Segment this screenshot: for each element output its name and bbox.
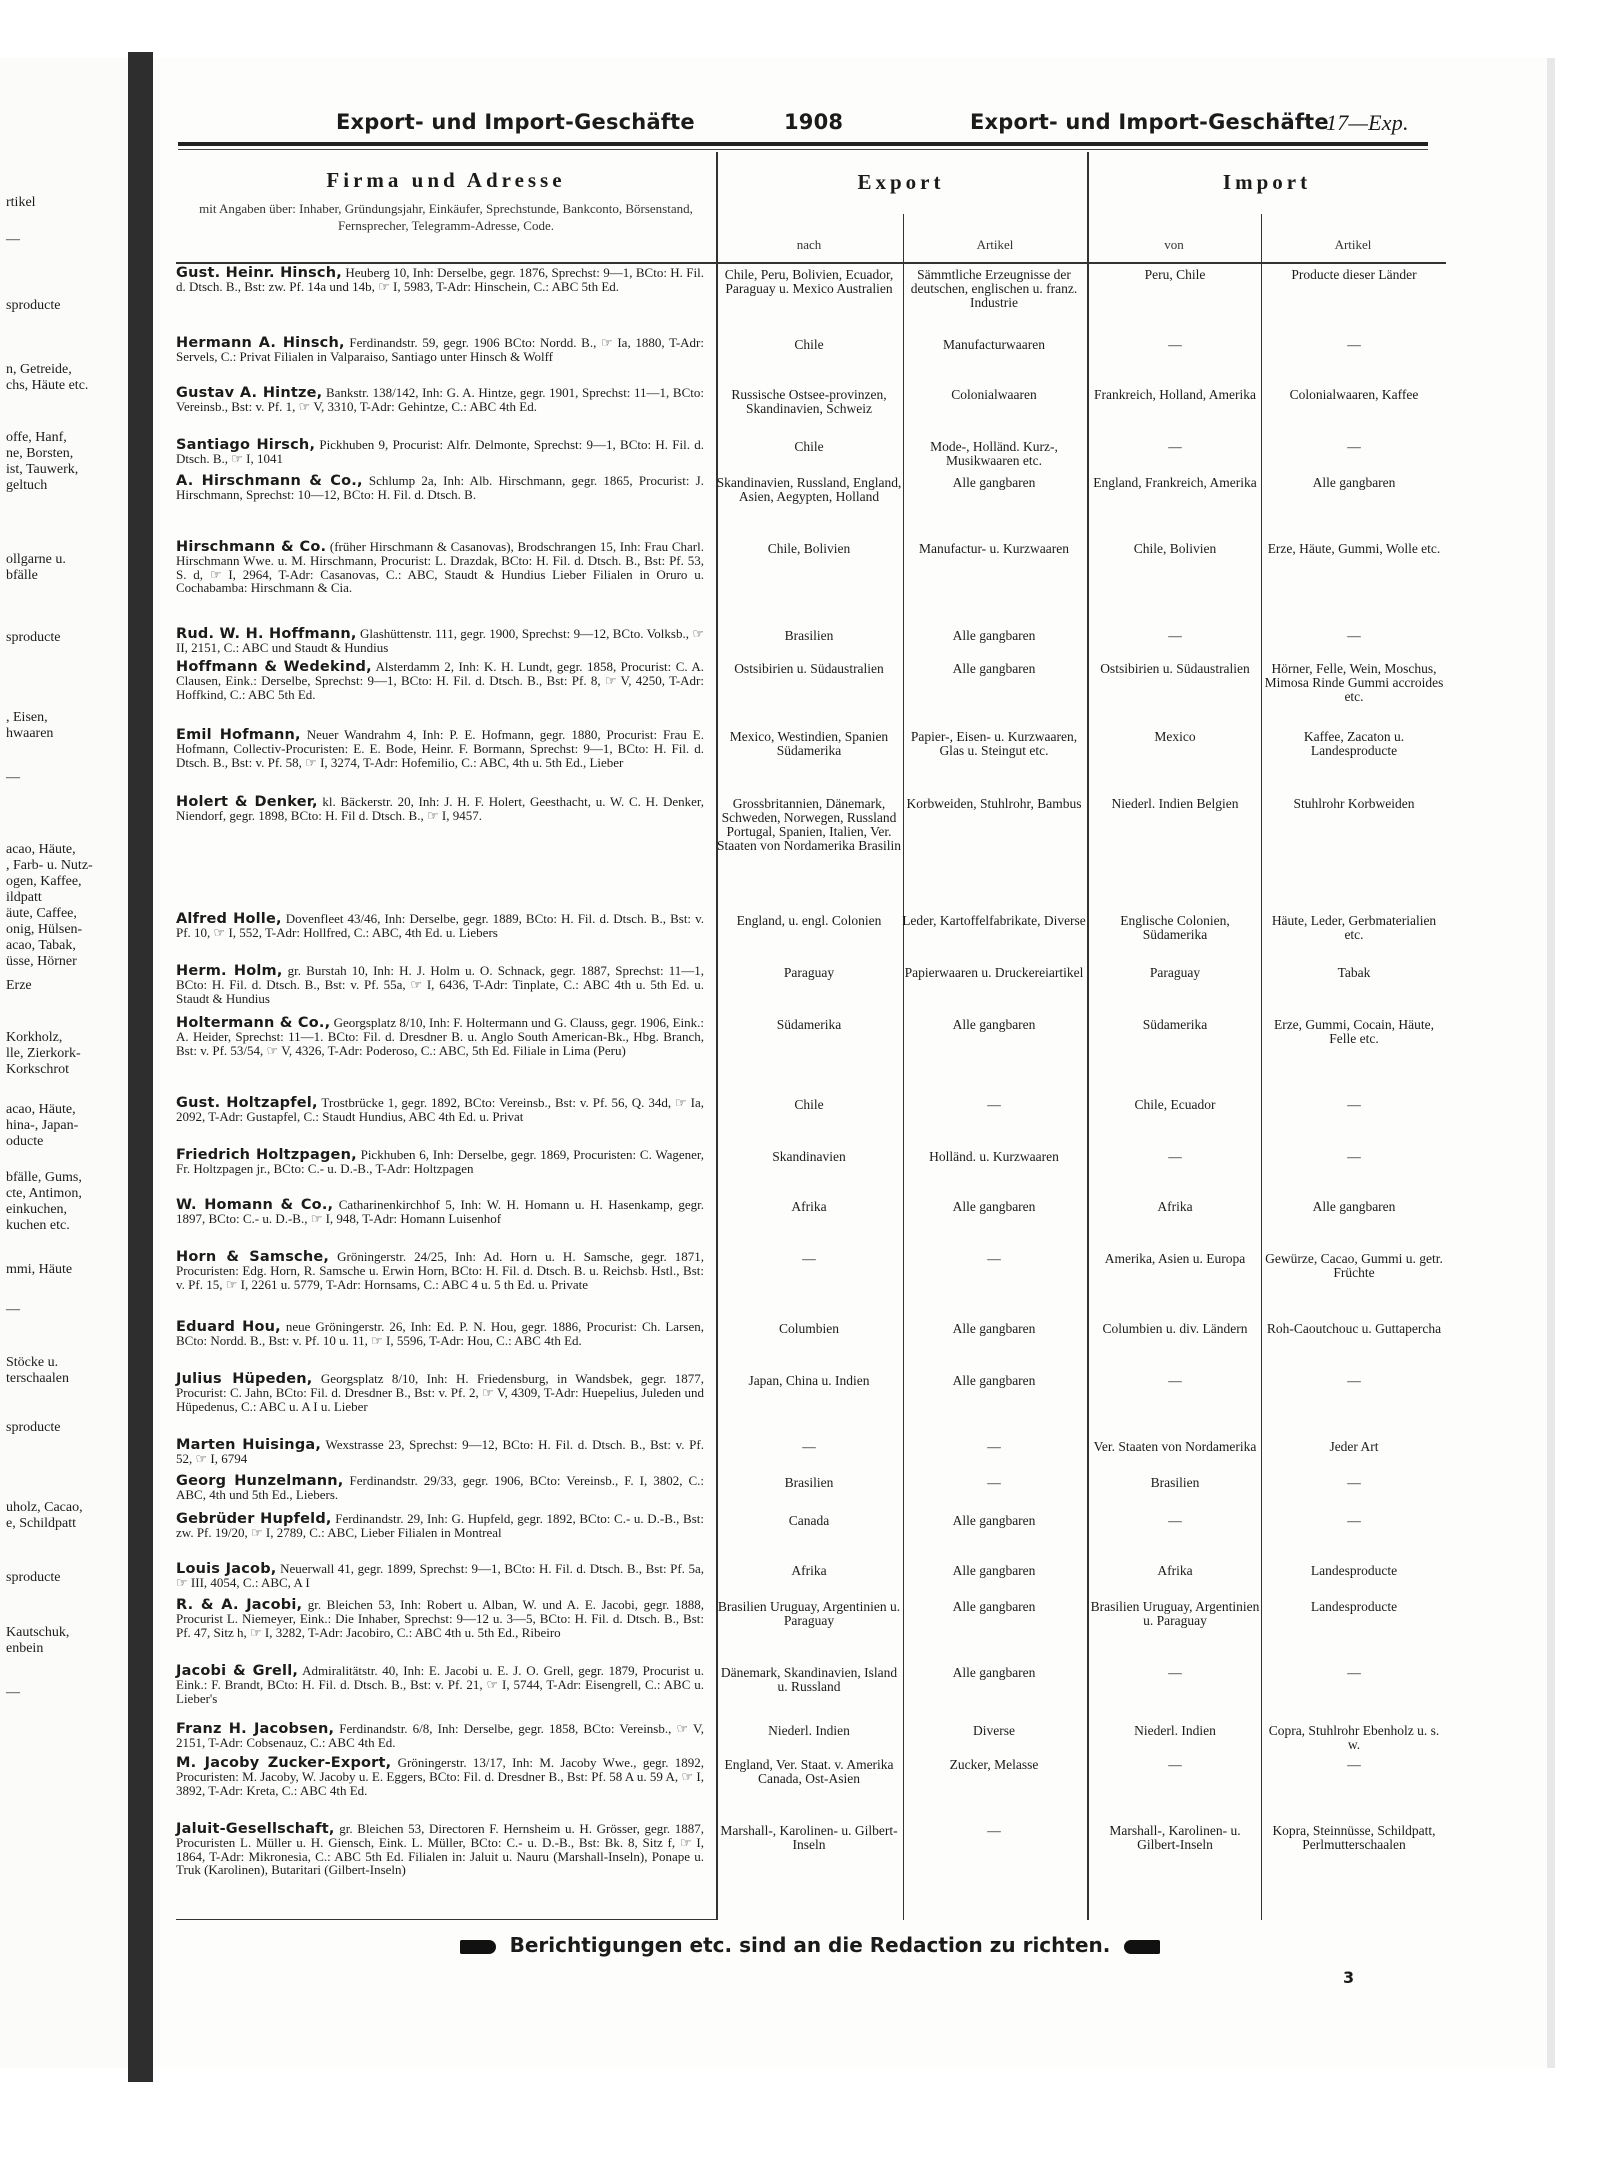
firm-entry [176, 964, 704, 1005]
prev-page-text: enbein [6, 1641, 44, 1656]
import-origin: Ostsibirien u. Südaustralien [1100, 661, 1250, 676]
prev-page-text: acao, Tabak, [6, 938, 76, 953]
import-origin: — [1168, 1757, 1182, 1772]
firm-details: Bankstr. 138/142, Inh: G. A. Hintze, gegr. 1901, Sprechst: 11—1, BCto: Vereinsb., Bst: v. Pf. 1, ☞ V, 3310, T-Adr: Gehintze, C.: ABC 4th Ed. [176, 385, 704, 415]
prev-page-text: — [6, 1685, 20, 1700]
firm-entry [176, 795, 704, 823]
firm-entry [176, 1016, 704, 1057]
prev-page-text: ogen, Kaffee, [6, 874, 82, 889]
export-destination: Russische Ostsee-provinzen, Skandinavien, Schweiz [731, 387, 887, 416]
export-destination: Columbien [779, 1321, 839, 1336]
export-destination: England, u. engl. Colonien [736, 913, 882, 928]
prev-page-text: , Farb- u. Nutz- [6, 858, 93, 873]
previous-page-fragment [0, 58, 133, 2068]
firm-details: Wexstrasse 23, Sprechst: 9—12, BCto: H. Fil. d. Dtsch. B., Bst: v. Pf. 52, ☞ I, 6794 [176, 1437, 704, 1467]
firm-entry [176, 1198, 704, 1226]
firm-details: Heuberg 10, Inh: Derselbe, gegr. 1876, Sprechst: 9—1, BCto: H. Fil. d. Dtsch. B., Bst: zw. Pf. 14a und 14b, ☞ I, 5983, T-Adr: Hinschein, C.: ABC 5th Ed. [176, 265, 704, 295]
export-articles: — [987, 1097, 1001, 1112]
prev-page-text: acao, Häute, [6, 1102, 76, 1117]
import-origin: Afrika [1157, 1563, 1193, 1578]
firm-name: Santiago Hirsch, [176, 437, 316, 453]
import-origin: — [1168, 1513, 1182, 1528]
firm-name: Marten Huisinga, [176, 1437, 322, 1453]
prev-page-text: — [6, 1302, 20, 1317]
firm-entry [176, 336, 704, 364]
header-rule [178, 142, 1428, 146]
import-articles: Producte dieser Länder [1291, 267, 1417, 282]
prev-page-text: uholz, Cacao, [6, 1500, 83, 1515]
prev-page-text: bfälle, Gums, [6, 1170, 82, 1185]
column-title-import: Import [1222, 170, 1312, 194]
firm-entry [176, 627, 704, 655]
import-origin: Chile, Bolivien [1133, 541, 1217, 556]
firm-entry [176, 1756, 704, 1797]
firm-details: Ferdinandstr. 6/8, Inh: Derselbe, gegr. 1858, BCto: Vereinsb., ☞ V, 2151, T-Adr: Cobsenauz, C.: ABC 4th Ed. [176, 1721, 705, 1751]
firm-entry [176, 266, 704, 294]
footer-note-text: Berichtigungen etc. sind an die Redaction zu richten. [509, 1933, 1111, 1957]
prev-page-text: sproducte [6, 630, 61, 645]
import-articles: — [1347, 439, 1361, 454]
export-articles: Papierwaaren u. Druckereiartikel [904, 965, 1084, 980]
import-origin: Ver. Staaten von Nordamerika [1093, 1439, 1257, 1454]
firm-details: Schlump 2a, Inh: Alb. Hirschmann, gegr. 1865, Procurist: J. Hirschmann, Sprechst: 10—12, BCto: H. Fil. d. Dtsch. B. [176, 473, 704, 503]
import-origin: Peru, Chile [1144, 267, 1206, 282]
export-articles: Manufacturwaaren [943, 337, 1045, 352]
prev-page-text: — [6, 232, 20, 247]
firm-details: gr. Bleichen 53, Inh: Robert u. Alban, W. und A. E. Jacobi, gegr. 1888, Procurist L. Niemeyer, Eink.: Die Inhaber, Sprechst: 9—12 u. 3—5, BCto: H. Fil. d. Dtsch. B., Bst: Pf. 47, Sitz h, ☞ I, 3282, T-Adr: Jacobiro, C.: ABC 4th u. 5th Ed., Ribeiro [176, 1597, 704, 1640]
import-origin: — [1168, 1665, 1182, 1680]
export-destination: Grossbritannien, Dänemark, Schweden, Norwegen, Russland Portugal, Spanien, Italien, Ver. Staaten von Nordamerika Brasilin [716, 796, 902, 853]
import-articles: — [1347, 1373, 1361, 1388]
firm-name: Holert & Denker, [176, 794, 318, 810]
firm-entry [176, 1148, 704, 1176]
firm-name: M. Jacoby Zucker-Export, [176, 1755, 392, 1771]
export-destination: Japan, China u. Indien [748, 1373, 870, 1388]
prev-page-text: cte, Antimon, [6, 1186, 82, 1201]
running-header-page-ref: 17—Exp. [1326, 110, 1409, 135]
export-destination: — [802, 1251, 816, 1266]
export-destination: Paraguay [783, 965, 835, 980]
prev-page-text: hwaaren [6, 726, 54, 741]
import-articles: Landesproducte [1310, 1599, 1398, 1614]
running-header-year: 1908 [784, 110, 844, 134]
import-origin: Chile, Ecuador [1134, 1097, 1216, 1112]
import-articles: — [1347, 1513, 1361, 1528]
prev-page-text: rtikel [6, 195, 36, 210]
firm-name: Gust. Holtzapfel, [176, 1095, 318, 1111]
export-articles: Manufactur- u. Kurzwaaren [918, 541, 1070, 556]
export-articles: Diverse [973, 1723, 1015, 1738]
firm-entry [176, 1372, 704, 1413]
export-articles: Alle gangbaren [952, 1017, 1036, 1032]
prev-page-text: äute, Caffee, [6, 906, 77, 921]
column-sub-nach: nach [796, 237, 822, 252]
prev-page-text: Erze [6, 978, 32, 993]
export-destination: Chile [794, 1097, 824, 1112]
export-destination: Chile [794, 337, 824, 352]
firm-name: Horn & Samsche, [176, 1249, 330, 1265]
firm-name: Eduard Hou, [176, 1319, 281, 1335]
import-articles: Erze, Gummi, Cocain, Häute, Felle etc. [1273, 1017, 1435, 1046]
running-header-right: Export- und Import-Geschäfte [970, 110, 1329, 134]
import-origin: Afrika [1157, 1199, 1193, 1214]
prev-page-text: ne, Borsten, [6, 446, 74, 461]
export-articles: Alle gangbaren [952, 1563, 1036, 1578]
firm-details: Ferdinandstr. 29/33, gegr. 1906, BCto: Vereinsb., F. I, 3802, C.: ABC, 4th und 5th Ed., Liebers. [176, 1473, 705, 1503]
column-sub-artikel-export: Artikel [976, 237, 1014, 252]
import-articles: Landesproducte [1310, 1563, 1398, 1578]
prev-page-text: Kautschuk, [6, 1625, 70, 1640]
export-articles: Korbweiden, Stuhlrohr, Bambus [906, 796, 1082, 811]
firm-entry [176, 1096, 704, 1124]
firm-details: kl. Bäckerstr. 20, Inh: J. H. F. Holert, Geesthacht, u. W. C. H. Denker, Niendorf, gegr. 1898, BCto: H. Fil d. Dtsch. B., ☞ I, 9457. [176, 794, 704, 824]
import-origin: — [1168, 439, 1182, 454]
firm-details: gr. Burstah 10, Inh: H. J. Holm u. O. Schnack, gegr. 1887, Sprechst: 11—1, BCto: H. Fil. d. Dtsch. B., Bst: v. Pf. 55a, ☞ I, 6436, T-Adr: Tinplate, C.: ABC 4th u. 5th Ed. u. Staudt & Hundius [176, 963, 705, 1006]
import-articles: Copra, Stuhlrohr Ebenholz u. s. w. [1268, 1723, 1440, 1752]
firm-name: Hirschmann & Co. [176, 539, 327, 555]
firm-name: Georg Hunzelmann, [176, 1473, 344, 1489]
firm-entry [176, 474, 704, 502]
column-divider-export [903, 214, 904, 1920]
import-origin: — [1168, 337, 1182, 352]
export-articles: Alle gangbaren [952, 628, 1036, 643]
export-destination: Afrika [791, 1199, 827, 1214]
export-articles: Zucker, Melasse [949, 1757, 1039, 1772]
prev-page-text: Korkholz, [6, 1030, 63, 1045]
import-origin: Südamerika [1142, 1017, 1208, 1032]
firm-name: Jaluit-Gesellschaft, [176, 1821, 335, 1837]
export-destination: Afrika [791, 1563, 827, 1578]
import-articles: — [1347, 1757, 1361, 1772]
import-origin: Marshall-, Karolinen- u. Gilbert-Inseln [1109, 1823, 1241, 1852]
export-articles: Alle gangbaren [952, 475, 1036, 490]
column-sub-artikel-import: Artikel [1334, 237, 1372, 252]
import-articles: Kopra, Steinnüsse, Schildpatt, Perlmutterschaalen [1272, 1823, 1436, 1852]
import-origin: Englische Colonien, Südamerika [1120, 913, 1230, 942]
prev-page-text: oducte [6, 1134, 44, 1149]
firm-entry [176, 1664, 704, 1705]
prev-page-text: kuchen etc. [6, 1218, 70, 1233]
export-articles: — [987, 1439, 1001, 1454]
firm-entry [176, 728, 704, 769]
export-articles: Mode-, Holländ. Kurz-, Musikwaaren etc. [930, 439, 1058, 468]
export-destination: Skandinavien [772, 1149, 846, 1164]
column-title-export: Export [857, 170, 945, 194]
import-origin: — [1168, 1373, 1182, 1388]
import-origin: Paraguay [1149, 965, 1201, 980]
firm-details: Glashüttenstr. 111, gegr. 1900, Sprechst: 9—12, BCto. Volksb., ☞ II, 2151, C.: ABC und Staudt & Hundius [176, 626, 704, 656]
export-articles: Alle gangbaren [952, 661, 1036, 676]
export-articles: Alle gangbaren [952, 1599, 1036, 1614]
firm-entry [176, 660, 704, 701]
export-destination: Brasilien [784, 1475, 834, 1490]
import-articles: Erze, Häute, Gummi, Wolle etc. [1267, 541, 1441, 556]
export-destination: Skandinavien, Russland, England, Asien, Aegypten, Holland [716, 475, 902, 504]
column-divider-import [1087, 152, 1089, 1920]
prev-page-text: ist, Tauwerk, [6, 462, 79, 477]
export-destination: Chile, Peru, Bolivien, Ecuador, Paraguay u. Mexico Australien [724, 267, 894, 296]
firm-name: Louis Jacob, [176, 1561, 277, 1577]
prev-page-text: ildpatt [6, 890, 42, 905]
firm-details: Gröningerstr. 24/25, Inh: Ad. Horn u. H. Samsche, gegr. 1871, Procuristen: Edg. Horn, R. Samsche u. Erwin Horn, BCto: H. Fil. d. Dtsch. B. u. Reichsb. Hstl., Bst: v. Pf. 15, ☞ I, 2261 u. 5779, T-Adr: Hornsams, C.: ABC 4 u. 5 th Ed. u. Private [176, 1249, 704, 1292]
prev-page-text: n, Getreide, [6, 362, 72, 377]
export-articles: Colonialwaaren [951, 387, 1037, 402]
export-articles: — [987, 1251, 1001, 1266]
firm-entry [176, 1250, 704, 1291]
firm-details: Neuerwall 41, gegr. 1899, Sprechst: 9—1, BCto: H. Fil. d. Dtsch. B., Bst: Pf. 5a, ☞ III, 4054, C.: ABC, A I [176, 1561, 705, 1591]
firm-name: Emil Hofmann, [176, 727, 301, 743]
prev-page-text: einkuchen, [6, 1202, 68, 1217]
prev-page-text: ollgarne u. [6, 552, 66, 567]
running-header-left: Export- und Import-Geschäfte [336, 110, 695, 134]
import-articles: Hörner, Felle, Wein, Moschus, Mimosa Rinde Gummi accroides etc. [1264, 661, 1444, 704]
firm-details: Pickhuben 9, Procurist: Alfr. Delmonte, Sprechst: 9—1, BCto: H. Fil. d. Dtsch. B., ☞ I, 1041 [176, 437, 704, 467]
firm-details: Ferdinandstr. 59, gegr. 1906 BCto: Nordd. B., ☞ Ia, 1880, T-Adr: Servels, C.: Privat Filialen in Valparaiso, Santiago unter Hinsch & Wolff [176, 335, 704, 365]
import-origin: Columbien u. div. Ländern [1102, 1321, 1248, 1336]
import-origin: Niederl. Indien [1134, 1723, 1216, 1738]
column-title-firma: Firma und Adresse [326, 168, 566, 192]
prev-page-text: onig, Hülsen- [6, 922, 83, 937]
firm-name: Julius Hüpeden, [176, 1371, 313, 1387]
firm-name: Holtermann & Co., [176, 1015, 331, 1031]
prev-page-text: hina-, Japan- [6, 1118, 79, 1133]
firm-name: Hoffmann & Wedekind, [176, 659, 372, 675]
import-origin: Brasilien Uruguay, Argentinien u. Paraguay [1090, 1599, 1260, 1628]
firm-name: Gustav A. Hintze, [176, 385, 323, 401]
import-articles: Kaffee, Zacaton u. Landesproducte [1303, 729, 1405, 758]
prev-page-text: Korkschrot [6, 1062, 69, 1077]
import-articles: Alle gangbaren [1312, 1199, 1396, 1214]
prev-page-text: üsse, Hörner [6, 954, 77, 969]
firm-name: Franz H. Jacobsen, [176, 1721, 335, 1737]
pointing-hand-icon [460, 1940, 496, 1954]
firm-name: Gust. Heinr. Hinsch, [176, 265, 342, 281]
import-origin: Brasilien [1150, 1475, 1200, 1490]
import-articles: — [1347, 1149, 1361, 1164]
prev-page-text: sproducte [6, 1570, 61, 1585]
export-articles: Alle gangbaren [952, 1199, 1036, 1214]
prev-page-text: lle, Zierkork- [6, 1046, 81, 1061]
import-articles: Jeder Art [1329, 1439, 1379, 1454]
prev-page-text: mmi, Häute [6, 1262, 73, 1277]
prev-page-text: , Eisen, [6, 710, 48, 725]
export-articles: Alle gangbaren [952, 1665, 1036, 1680]
export-destination: Chile, Bolivien [767, 541, 851, 556]
export-destination: Brasilien [784, 628, 834, 643]
export-articles: — [987, 1475, 1001, 1490]
export-articles: — [987, 1823, 1001, 1838]
column-divider-import-inner [1261, 214, 1262, 1920]
column-sub-von: von [1164, 237, 1184, 252]
prev-page-text: acao, Häute, [6, 842, 76, 857]
export-articles: Holländ. u. Kurzwaaren [929, 1149, 1059, 1164]
import-articles: — [1347, 1475, 1361, 1490]
firm-details: Georgsplatz 8/10, Inh: F. Holtermann und G. Clauss, gegr. 1906, Eink.: A. Heider, Sprechst: 11—1. BCto: Fil. d. Dresdner B. u. Anglo South American-Bk., Hbg. Branch, Bst: v. Pf. 53/54, ☞ V, 4326, T-Adr: Poderoso, C.: ABC, 5th Ed. Filiale in Lima (Peru) [176, 1015, 704, 1058]
prev-page-text: sproducte [6, 298, 61, 313]
firm-entry [176, 1822, 704, 1876]
prev-page-text: bfälle [6, 568, 38, 583]
export-articles: Leder, Kartoffelfabrikate, Diverse [902, 913, 1086, 928]
import-articles: Colonialwaaren, Kaffee [1289, 387, 1419, 402]
footer-note [440, 1933, 1180, 1957]
firm-name: Alfred Holle, [176, 911, 282, 927]
export-articles: Papier-, Eisen- u. Kurzwaaren, Glas u. Steingut etc. [910, 729, 1078, 758]
import-origin: Amerika, Asien u. Europa [1104, 1251, 1246, 1266]
page-edge [1547, 58, 1555, 2068]
import-origin: Frankreich, Holland, Amerika [1094, 387, 1256, 402]
firm-name: A. Hirschmann & Co., [176, 473, 363, 489]
firm-name: Friedrich Holtzpagen, [176, 1147, 357, 1163]
export-destination: Dänemark, Skandinavien, Island u. Russland [720, 1665, 898, 1694]
firm-details: neue Gröningerstr. 26, Inh: Ed. P. N. Hou, gegr. 1886, Procurist: Ch. Larsen, BCto: Nordd. B., Bst: v. Pf. 10 u. 11, ☞ I, 5596, T-Adr: Hou, C.: ABC 4th Ed. [176, 1319, 704, 1349]
export-destination: Brasilien Uruguay, Argentinien u. Paraguay [717, 1599, 901, 1628]
import-articles: — [1347, 628, 1361, 643]
firm-name: Rud. W. H. Hoffmann, [176, 626, 357, 642]
export-articles: Sämmtliche Erzeugnisse der deutschen, englischen u. franz. Industrie [910, 267, 1078, 310]
firm-entry [176, 912, 704, 940]
import-articles: Tabak [1337, 965, 1371, 980]
import-articles: Gewürze, Cacao, Gummi u. getr. Früchte [1265, 1251, 1443, 1280]
export-destination: Chile [794, 439, 824, 454]
import-origin: — [1168, 628, 1182, 643]
firm-details: Trostbrücke 1, gegr. 1892, BCto: Vereinsb., Bst: v. Pf. 56, Q. 34d, ☞ Ia, 2092, T-Adr: Gustapfel, C.: Staudt Hundius, ABC 4th Ed. u. Privat [176, 1095, 704, 1125]
firm-entry [176, 386, 704, 414]
export-articles: Alle gangbaren [952, 1373, 1036, 1388]
export-destination: England, Ver. Staat. v. Amerika Canada, Ost-Asien [724, 1757, 894, 1786]
export-destination: Niederl. Indien [768, 1723, 850, 1738]
firm-details: Admiralitätstr. 40, Inh: E. Jacobi u. E. J. O. Grell, gegr. 1879, Procurist u. Eink.: F. Brandt, BCto: H. Fil. d. Dtsch. B., Bst: v. Pf. 21, ☞ I, 5744, T-Adr: Eisengrell, C.: ABC u. Lieber's [176, 1663, 704, 1706]
firm-details: Ferdinandstr. 29, Inh: G. Hupfeld, gegr. 1892, BCto: C.- u. D.-B., Bst: zw. Pf. 19/20, ☞ I, 2789, C.: ABC, Lieber Filialen in Montreal [176, 1511, 704, 1541]
firm-name: Gebrüder Hupfeld, [176, 1511, 332, 1527]
firm-name: W. Homann & Co., [176, 1197, 334, 1213]
firm-entry [176, 1562, 704, 1590]
import-articles: Stuhlrohr Korbweiden [1293, 796, 1415, 811]
export-destination: — [802, 1439, 816, 1454]
firm-details: Alsterdamm 2, Inh: K. H. Lundt, gegr. 1858, Procurist: C. A. Clausen, Eink.: Derselbe, Sprechst: 9—1, BCto: H. Fil. d. Dtsch. B., Bst: Pf. 8, ☞ V, 4250, T-Adr: Hoffkind, C.: ABC 5th Ed. [176, 659, 705, 702]
firm-name: Hermann A. Hinsch, [176, 335, 345, 351]
firm-entry [176, 1598, 704, 1639]
firm-details: Dovenfleet 43/46, Inh: Derselbe, gegr. 1889, BCto: H. Fil. d. Dtsch. B., Bst: v. Pf. 10, ☞ I, 552, T-Adr: Hollfred, C.: ABC, 4th Ed. u. Liebers [176, 911, 704, 941]
import-origin: Niederl. Indien Belgien [1111, 796, 1239, 811]
prev-page-text: sproducte [6, 1420, 61, 1435]
firm-entry [176, 1320, 704, 1348]
firm-name: Herm. Holm, [176, 963, 283, 979]
firm-entry [176, 1512, 704, 1540]
table-bottom-rule [176, 1919, 716, 1920]
export-articles: Alle gangbaren [952, 1513, 1036, 1528]
firm-details: Georgsplatz 8/10, Inh: H. Friedensburg, in Wandsbek, gegr. 1877, Procurist: C. Jahn, BCto: Fil. d. Dresdner B., Bst: v. Pf. 2, ☞ V, 4309, T-Adr: Huepelius, Juleden und Hüpedenus, C.: ABC u. A I u. Lieber [176, 1371, 704, 1414]
prev-page-text: — [6, 770, 20, 785]
firm-details: Neuer Wandrahm 4, Inh: P. E. Hofmann, gegr. 1880, Procurist: Frau E. Hofmann, Collectiv-Procuristen: E. E. Bode, Heinr. F. Bormann, Sprechst: 9—1, BCto: H. Fil. d. Dtsch. B., Bst: v. Pf. 58, ☞ I, 3274, T-Adr: Hofemilio, C.: ABC, 4th u. 5th Ed., Lieber [176, 727, 704, 770]
import-origin: Mexico [1154, 729, 1196, 744]
column-subtitle-firma: mit Angaben über: Inhaber, Gründungsjahr, Einkäufer, Sprechstunde, Bankconto, Börsenstand, Fernsprecher, Telegramm-Adresse, Code. [199, 201, 693, 233]
firm-entry [176, 1474, 704, 1502]
export-destination: Mexico, Westindien, Spanien Südamerika [729, 729, 889, 758]
pointing-hand-icon [1124, 1940, 1160, 1954]
import-articles: — [1347, 1097, 1361, 1112]
import-articles: — [1347, 337, 1361, 352]
firm-details: Catharinenkirchhof 5, Inh: W. H. Homann u. H. Hasenkamp, gegr. 1897, BCto: C.- u. D.-B., ☞ I, 948, T-Adr: Homann Luisenhof [176, 1197, 704, 1227]
prev-page-text: geltuch [6, 478, 48, 493]
prev-page-text: e, Schildpatt [6, 1516, 76, 1531]
import-articles: — [1347, 1665, 1361, 1680]
firm-entry [176, 1722, 704, 1750]
firm-details: (früher Hirschmann & Casanovas), Brodschrangen 15, Inh: Frau Charl. Hirschmann Wwe. u. M. Hirschmann, Procurist: L. Drazdak, BCto: H. Fil. d. Dtsch. B., Bst: Pf. 53, S. d, ☞ I, 2964, T-Adr: Casanovas, C.: ABC, Staudt & Hundius Lieber Filialen in Oruro u. Cochabamba: Hirschmann & Cia. [176, 539, 704, 595]
import-origin: — [1168, 1149, 1182, 1164]
firm-details: Pickhuben 6, Inh: Derselbe, gegr. 1869, Procuristen: C. Wagener, Fr. Holtzpagen jr., BCto: C.- u. D.-B., T-Adr: Holtzpagen [176, 1147, 704, 1177]
export-articles: Alle gangbaren [952, 1321, 1036, 1336]
firm-entry [176, 438, 704, 466]
prev-page-text: Stöcke u. [6, 1355, 59, 1370]
firm-entry [176, 540, 704, 594]
import-articles: Roh-Caoutchouc u. Guttapercha [1266, 1321, 1442, 1336]
header-rule-thin [178, 149, 1428, 150]
column-divider-firma [716, 152, 718, 1920]
export-destination: Marshall-, Karolinen- u. Gilbert-Inseln [720, 1823, 898, 1852]
prev-page-text: chs, Häute etc. [6, 378, 89, 393]
export-destination: Südamerika [776, 1017, 842, 1032]
prev-page-text: offe, Hanf, [6, 430, 67, 445]
import-articles: Häute, Leder, Gerbmaterialien etc. [1271, 913, 1437, 942]
export-destination: Canada [788, 1513, 830, 1528]
firm-name: R. & A. Jacobi, [176, 1597, 303, 1613]
prev-page-text: terschaalen [6, 1371, 69, 1386]
book-gutter [128, 52, 153, 2082]
import-articles: Alle gangbaren [1312, 475, 1396, 490]
firm-details: Gröningerstr. 13/17, Inh: M. Jacoby Wwe., gegr. 1892, Procuristen: M. Jacoby, W. Jacoby u. E. Eggers, BCto: Fil. d. Dresdner B., Bst: Pf. 58 A u. 59 A, ☞ I, 3892, T-Adr: Kreta, C.: ABC 4th Ed. [176, 1755, 704, 1798]
export-destination: Ostsibirien u. Südaustralien [734, 661, 884, 676]
firm-details: gr. Bleichen 53, Directoren F. Hernsheim u. H. Grösser, gegr. 1887, Procuristen L. Müller u. H. Giensch, Eink. L. Müller, BCto: C.- u. D.-B., Bst: Bk. 8, Sitz f, ☞ I, 1864, T-Adr: Mikronesia, C.: ABC 5th Ed. Filialen in: Jaluit u. Nauru (Marshall-Inseln), Ponape u. Truk (Karolinen), Butaritari (Gilbert-Inseln) [176, 1821, 704, 1877]
firm-name: Jacobi & Grell, [176, 1663, 299, 1679]
table-header-rule [176, 262, 1446, 264]
firm-entry [176, 1438, 704, 1466]
import-origin: England, Frankreich, Amerika [1093, 475, 1257, 490]
page-number: 3 [1343, 1968, 1355, 1987]
